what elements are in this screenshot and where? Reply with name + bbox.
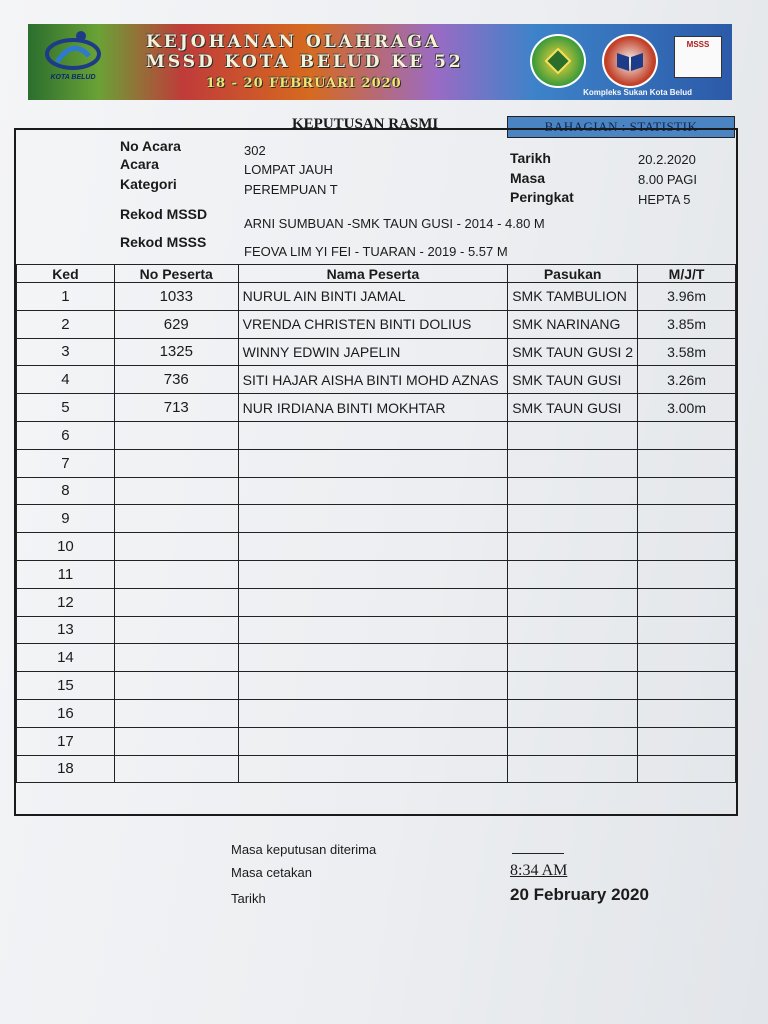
- banner-dates: 18 - 20 FEBRUARI 2020: [206, 76, 402, 91]
- cell-ked: 18: [17, 755, 115, 783]
- cell-mjt: [638, 449, 736, 477]
- cell-nama-peserta: WINNY EDWIN JAPELIN: [238, 338, 508, 366]
- cell-nama-peserta: [238, 616, 508, 644]
- meta-masa-label: Masa: [510, 170, 546, 186]
- cell-ked: 16: [17, 699, 115, 727]
- book-emblem-icon: [602, 34, 658, 88]
- cell-pasukan: [508, 560, 638, 588]
- meta-rekod-mssd-label: Rekod MSSD: [120, 206, 208, 222]
- cell-pasukan: SMK TAUN GUSI: [508, 394, 638, 422]
- runner-logo-icon: [43, 28, 103, 74]
- cell-pasukan: [508, 699, 638, 727]
- event-banner: [28, 24, 732, 100]
- cell-nama-peserta: [238, 533, 508, 561]
- meta-rekod-msss-label: Rekod MSSS: [120, 234, 207, 250]
- cell-nama-peserta: [238, 560, 508, 588]
- table-row: [17, 533, 736, 561]
- cell-pasukan: [508, 449, 638, 477]
- cell-pasukan: [508, 727, 638, 755]
- cell-no-peserta: [114, 727, 238, 755]
- cell-mjt: 3.96m: [638, 283, 736, 311]
- cell-no-peserta: 1325: [114, 338, 238, 366]
- logo-caption: KOTA BELUD: [50, 74, 96, 81]
- header-nama-peserta: Nama Peserta: [238, 265, 508, 283]
- banner-title-line2: MSSD KOTA BELUD KE 52: [146, 52, 464, 72]
- received-time-label: Masa keputusan diterima: [231, 842, 377, 857]
- cell-pasukan: [508, 644, 638, 672]
- cell-pasukan: [508, 755, 638, 783]
- cell-nama-peserta: [238, 588, 508, 616]
- cell-no-peserta: [114, 672, 238, 700]
- cell-mjt: [638, 533, 736, 561]
- cell-ked: 2: [17, 310, 115, 338]
- table-row: [17, 672, 736, 700]
- printed-time-label: Masa cetakan: [231, 865, 312, 880]
- cell-nama-peserta: [238, 449, 508, 477]
- meta-acara-label: Acara: [120, 156, 159, 172]
- results-table: [16, 264, 736, 783]
- msss-badge-text: MSSS: [686, 40, 710, 49]
- cell-nama-peserta: [238, 644, 508, 672]
- cell-nama-peserta: [238, 727, 508, 755]
- cell-no-peserta: [114, 449, 238, 477]
- cell-nama-peserta: NUR IRDIANA BINTI MOKHTAR: [238, 394, 508, 422]
- table-row: [17, 394, 736, 422]
- cell-ked: 15: [17, 672, 115, 700]
- table-row: [17, 477, 736, 505]
- cell-mjt: [638, 421, 736, 449]
- cell-nama-peserta: [238, 699, 508, 727]
- header-pasukan: Pasukan: [508, 265, 638, 283]
- table-row: [17, 644, 736, 672]
- cell-mjt: [638, 699, 736, 727]
- table-row: [17, 755, 736, 783]
- cell-nama-peserta: SITI HAJAR AISHA BINTI MOHD AZNAS: [238, 366, 508, 394]
- cell-nama-peserta: VRENDA CHRISTEN BINTI DOLIUS: [238, 310, 508, 338]
- table-row: [17, 366, 736, 394]
- cell-ked: 5: [17, 394, 115, 422]
- cell-no-peserta: [114, 421, 238, 449]
- kota-belud-logo: [34, 28, 112, 94]
- meta-no-acara-value: 302: [244, 143, 266, 158]
- cell-pasukan: [508, 477, 638, 505]
- header-ked: Ked: [17, 265, 115, 283]
- cell-nama-peserta: [238, 477, 508, 505]
- meta-masa-value: 8.00 PAGI: [638, 172, 698, 187]
- table-row: [17, 699, 736, 727]
- cell-ked: 17: [17, 727, 115, 755]
- cell-mjt: [638, 588, 736, 616]
- cell-nama-peserta: [238, 672, 508, 700]
- table-row: [17, 449, 736, 477]
- meta-no-acara-label: No Acara: [120, 138, 181, 154]
- table-row: [17, 727, 736, 755]
- section-badge: BAHAGIAN : STATISTIK: [507, 116, 735, 138]
- table-row: [17, 310, 736, 338]
- cell-ked: 3: [17, 338, 115, 366]
- cell-no-peserta: [114, 560, 238, 588]
- cell-nama-peserta: [238, 755, 508, 783]
- cell-no-peserta: [114, 533, 238, 561]
- table-row: [17, 505, 736, 533]
- cell-pasukan: SMK TAMBULION: [508, 283, 638, 311]
- meta-acara-value: LOMPAT JAUH: [244, 162, 333, 177]
- cell-nama-peserta: [238, 421, 508, 449]
- meta-kategori-label: Kategori: [120, 176, 177, 192]
- cell-ked: 1: [17, 283, 115, 311]
- cell-mjt: [638, 477, 736, 505]
- meta-tarikh-value: 20.2.2020: [638, 152, 696, 167]
- meta-rekod-mssd-value: ARNI SUMBUAN -SMK TAUN GUSI - 2014 - 4.80 M: [244, 216, 545, 231]
- cell-mjt: [638, 616, 736, 644]
- cell-mjt: [638, 672, 736, 700]
- cell-nama-peserta: NURUL AIN BINTI JAMAL: [238, 283, 508, 311]
- cell-ked: 11: [17, 560, 115, 588]
- meta-tarikh-label: Tarikh: [510, 150, 551, 166]
- cell-ked: 13: [17, 616, 115, 644]
- cell-no-peserta: [114, 755, 238, 783]
- cell-mjt: 3.26m: [638, 366, 736, 394]
- cell-ked: 4: [17, 366, 115, 394]
- result-form: [14, 128, 738, 816]
- cell-no-peserta: [114, 616, 238, 644]
- banner-venue: Kompleks Sukan Kota Belud: [583, 88, 692, 97]
- table-row: [17, 283, 736, 311]
- printed-time-value: 8:34 AM: [510, 862, 568, 879]
- cell-pasukan: [508, 533, 638, 561]
- cell-mjt: [638, 560, 736, 588]
- cell-pasukan: SMK NARINANG: [508, 310, 638, 338]
- page-title: KEPUTUSAN RASMI: [292, 116, 439, 132]
- cell-pasukan: [508, 421, 638, 449]
- table-row: [17, 588, 736, 616]
- cell-mjt: [638, 644, 736, 672]
- meta-kategori-value: PEREMPUAN T: [244, 182, 338, 197]
- header-mjt: M/J/T: [638, 265, 736, 283]
- cell-mjt: [638, 505, 736, 533]
- cell-no-peserta: 713: [114, 394, 238, 422]
- table-row: [17, 560, 736, 588]
- meta-peringkat-label: Peringkat: [510, 189, 574, 205]
- district-emblem-icon: [530, 34, 586, 88]
- cell-ked: 6: [17, 421, 115, 449]
- cell-ked: 14: [17, 644, 115, 672]
- cell-no-peserta: [114, 477, 238, 505]
- cell-pasukan: [508, 672, 638, 700]
- date-label: Tarikh: [231, 891, 266, 906]
- header-no-peserta: No Peserta: [114, 265, 238, 283]
- cell-no-peserta: 736: [114, 366, 238, 394]
- meta-rekod-msss-value: FEOVA LIM YI FEI - TUARAN - 2019 - 5.57 M: [244, 244, 508, 259]
- cell-no-peserta: [114, 699, 238, 727]
- meta-peringkat-value: HEPTA 5: [638, 192, 691, 207]
- cell-pasukan: [508, 505, 638, 533]
- cell-ked: 9: [17, 505, 115, 533]
- cell-ked: 7: [17, 449, 115, 477]
- table-row: [17, 421, 736, 449]
- cell-no-peserta: [114, 588, 238, 616]
- msss-badge: [674, 36, 722, 78]
- cell-mjt: 3.58m: [638, 338, 736, 366]
- received-time-blank: [512, 853, 564, 854]
- cell-no-peserta: 629: [114, 310, 238, 338]
- cell-mjt: [638, 727, 736, 755]
- table-row: [17, 616, 736, 644]
- cell-mjt: 3.85m: [638, 310, 736, 338]
- cell-nama-peserta: [238, 505, 508, 533]
- cell-pasukan: SMK TAUN GUSI 2: [508, 338, 638, 366]
- banner-title-line1: KEJOHANAN OLAHRAGA: [146, 32, 442, 52]
- cell-pasukan: [508, 616, 638, 644]
- date-value: 20 February 2020: [510, 885, 649, 904]
- cell-ked: 10: [17, 533, 115, 561]
- table-header-row: [17, 265, 736, 283]
- cell-no-peserta: [114, 644, 238, 672]
- cell-no-peserta: 1033: [114, 283, 238, 311]
- cell-ked: 12: [17, 588, 115, 616]
- table-row: [17, 338, 736, 366]
- cell-pasukan: SMK TAUN GUSI: [508, 366, 638, 394]
- cell-no-peserta: [114, 505, 238, 533]
- cell-mjt: [638, 755, 736, 783]
- cell-pasukan: [508, 588, 638, 616]
- cell-ked: 8: [17, 477, 115, 505]
- cell-mjt: 3.00m: [638, 394, 736, 422]
